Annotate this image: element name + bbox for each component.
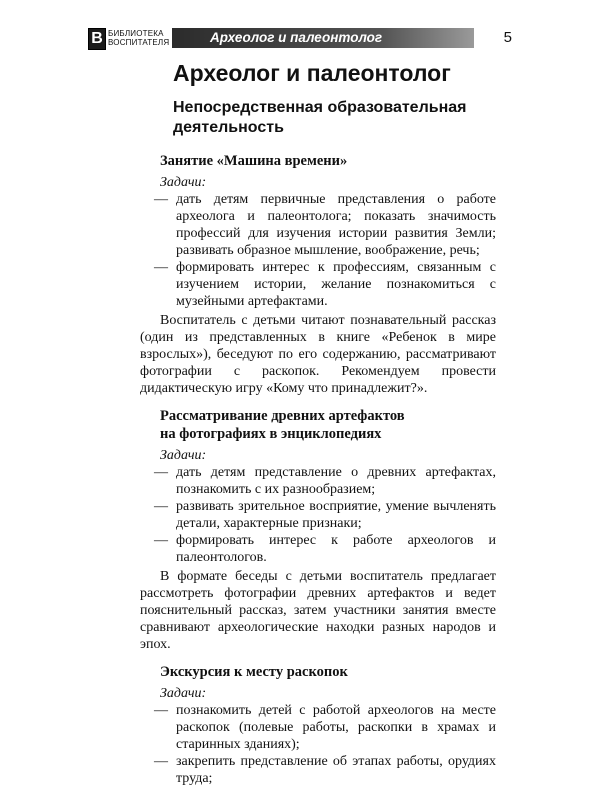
task-item: — закрепить представление об этапах работы, орудиях труда; <box>140 753 496 787</box>
series-logo-letter: В <box>88 28 106 50</box>
page-content <box>140 58 496 795</box>
tasks-label: Задачи: <box>160 448 207 463</box>
page-number: 5 <box>503 29 512 46</box>
lesson-title-line: Экскурсия к месту раскопок <box>160 664 348 680</box>
lesson-paragraph: В формате беседы с детьми воспитатель предлагает рассмотреть фотографии древних артефактов и ведет пояснительный рассказ, затем участники занятия вместе сравнивают археологические находки разных народов и эпох. <box>140 569 496 652</box>
lesson-block <box>140 663 496 787</box>
lesson-title <box>160 152 496 170</box>
lesson-paragraph: Воспитатель с детьми читают познавательный рассказ (один из представленных в книге «Ребенок в мире взрослых»), беседуют по его содержанию, рассматривают фотографии с раскопок. Рекомендуем провести дидактическую игру «Кому что принадлежит?». <box>140 313 496 396</box>
task-item: — дать детям представление о древних артефактах, познакомить с их разнообразием; <box>140 464 496 498</box>
tasks-list <box>140 191 496 310</box>
lesson-title-line: Занятие «Машина времени» <box>160 153 348 169</box>
task-item: — развивать зрительное восприятие, умение вычленять детали, характерные признаки; <box>140 498 496 532</box>
tasks-list <box>140 464 496 566</box>
tasks-label: Задачи: <box>160 175 207 190</box>
series-logo-line: БИБЛИОТЕКА <box>108 29 164 38</box>
section-title: Непосредственная образовательная деятельность <box>173 99 467 136</box>
chapter-title: Археолог и палеонтолог <box>173 60 451 86</box>
task-item: — формировать интерес к работе археологов и палеонтологов. <box>140 532 496 566</box>
lesson-title <box>160 663 496 681</box>
running-title: Археолог и палеонтолог <box>172 28 474 48</box>
series-logo-text <box>108 29 168 47</box>
task-item: — познакомить детей с работой археологов на месте раскопок (полевые работы, раскопки в храмах и старинных зданиях); <box>140 702 496 753</box>
tasks-label: Задачи: <box>160 686 207 701</box>
tasks-list <box>140 702 496 787</box>
lesson-title-line: на фотографиях в энциклопедиях <box>160 426 382 442</box>
lesson-title <box>160 407 496 443</box>
task-item: — дать детям первичные представления о работе археолога и палеонтолога; показать значимость профессий для изучения истории развития Земли; развивать образное мышление, воображение, речь; <box>140 191 496 259</box>
lesson-block <box>140 152 496 397</box>
lesson-block <box>140 407 496 653</box>
lesson-title-line: Рассматривание древних артефактов <box>160 408 405 424</box>
series-logo-line: ВОСПИТАТЕЛЯ <box>108 38 170 47</box>
running-header <box>88 28 528 50</box>
task-item: — формировать интерес к профессиям, связанным с изучением истории, желание познакомиться с музейными артефактами. <box>140 259 496 310</box>
